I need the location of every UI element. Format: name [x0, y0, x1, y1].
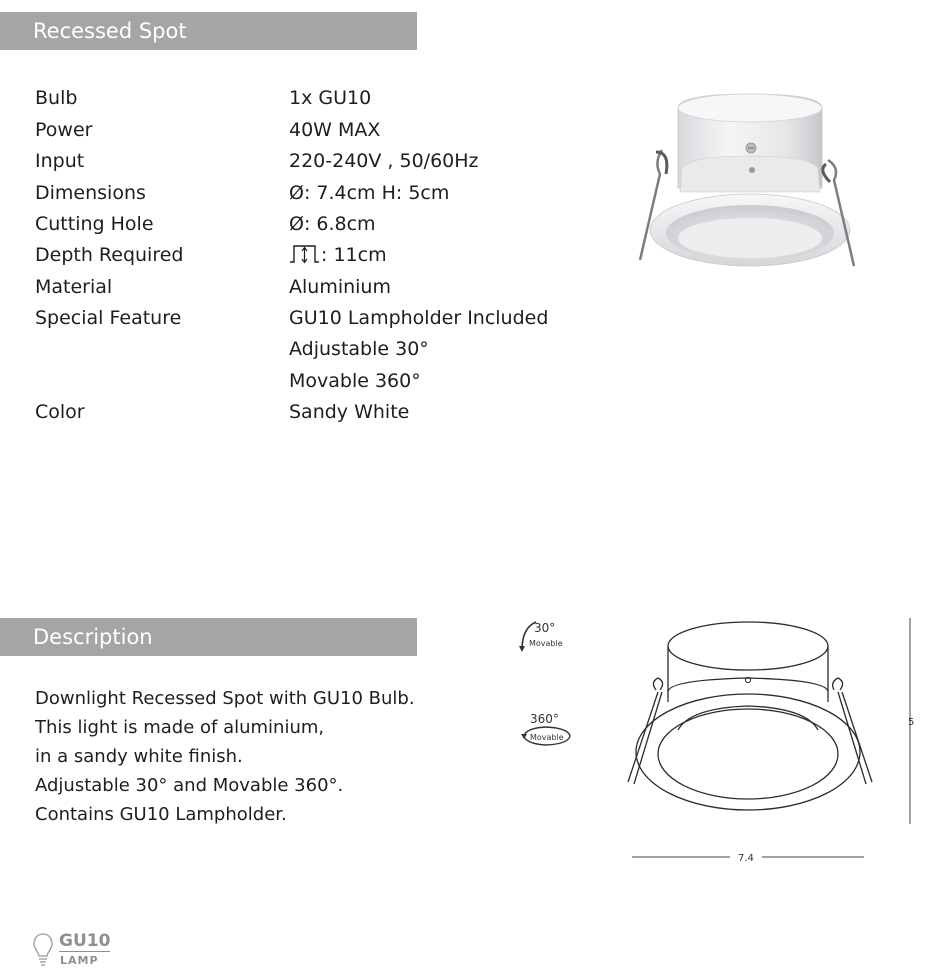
spec-value	[289, 243, 387, 267]
badge-sub: LAMP	[60, 954, 99, 967]
spec-value: 220-240V , 50/60Hz	[289, 150, 479, 172]
spec-value: Sandy White	[289, 401, 410, 423]
spec-value: Aluminium	[289, 276, 391, 298]
spec-label: Cutting Hole	[35, 213, 154, 235]
spec-value: Ø: 7.4cm H: 5cm	[289, 182, 450, 204]
spec-value: 1x GU10	[289, 87, 372, 109]
description-line: Contains GU10 Lampholder.	[35, 804, 287, 825]
badge-code: GU10	[59, 931, 111, 951]
product-image	[630, 88, 860, 273]
rotate-icon	[518, 706, 580, 756]
tilt-label: Movable	[529, 639, 563, 648]
spec-label: Dimensions	[35, 182, 146, 204]
spec-value: Ø: 6.8cm	[289, 213, 376, 235]
spec-label: Power	[35, 119, 93, 141]
description-text	[35, 684, 415, 829]
spec-label: Special Feature	[35, 307, 182, 329]
bulb-icon	[32, 932, 54, 968]
spec-label: Input	[35, 150, 85, 172]
height-label: 5	[908, 717, 915, 728]
spec-label: Color	[35, 401, 85, 423]
spec-label: Material	[35, 276, 113, 298]
spec-value: Movable 360°	[289, 370, 421, 392]
spec-label: Bulb	[35, 87, 78, 109]
specs-section-header: Recessed Spot	[0, 12, 417, 50]
spec-value: GU10 Lampholder Included	[289, 307, 549, 329]
description-line: Adjustable 30° and Movable 360°.	[35, 775, 344, 796]
description-section-header: Description	[0, 618, 417, 656]
gu10-badge	[32, 930, 112, 970]
rotate-label: Movable	[530, 733, 564, 742]
depth-icon	[289, 244, 321, 264]
technical-drawing	[620, 612, 920, 868]
tilt-icon	[514, 618, 574, 658]
description-line: in a sandy white finish.	[35, 746, 243, 767]
description-line: Downlight Recessed Spot with GU10 Bulb.	[35, 688, 415, 709]
description-line: This light is made of aluminium,	[35, 717, 325, 738]
spec-value: 40W MAX	[289, 119, 381, 141]
width-label: 7.4	[738, 853, 754, 864]
tilt-angle: 30°	[534, 621, 556, 635]
depth-value: : 11cm	[321, 244, 387, 266]
spec-label: Depth Required	[35, 244, 184, 266]
spec-value: Adjustable 30°	[289, 338, 429, 360]
rotate-angle: 360°	[530, 712, 559, 726]
